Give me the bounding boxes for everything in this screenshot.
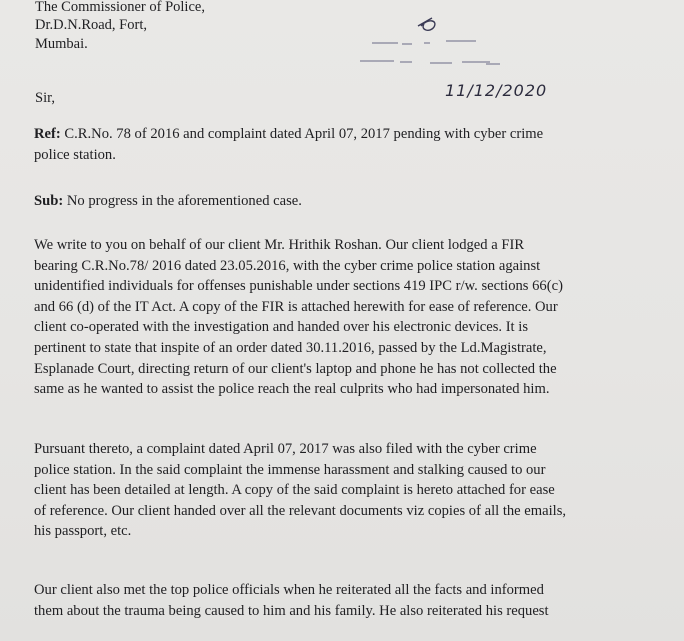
paragraph-line: client co-operated with the investigation and handed over his electronic devices. It is <box>34 319 528 336</box>
ref-label: Ref: <box>34 126 61 142</box>
paragraph-line: his passport, etc. <box>34 523 132 540</box>
ref-line-1: C.R.No. 78 of 2016 and complaint dated April 07, 2017 pending with cyber crime <box>64 126 544 142</box>
address-line-3: Mumbai. <box>35 36 88 52</box>
paragraph-1 <box>34 235 662 400</box>
salutation: Sir, <box>35 90 55 106</box>
paragraph-line: and 66 (d) of the IT Act. A copy of the FIR is attached herewith for ease of reference. Our <box>34 298 558 315</box>
sub-label: Sub: <box>34 193 64 209</box>
address-line-1: The Commissioner of Police, <box>35 0 205 15</box>
address-line-2: Dr.D.N.Road, Fort, <box>35 17 147 33</box>
paragraph-2 <box>34 439 662 542</box>
paragraph-line: same as he wanted to assist the police reach the real culprits who had impersonated him. <box>34 381 550 398</box>
paragraph-line: Pursuant thereto, a complaint dated April 07, 2017 was also filed with the cyber crime <box>34 441 537 457</box>
ref-line-2: police station. <box>34 146 116 163</box>
paragraph-line: bearing C.R.No.78/ 2016 dated 23.05.2016, with the cyber crime police station against <box>34 257 541 274</box>
paragraph-line: unidentified individuals for offenses punishable under sections 419 IPC r/w. sections 66(c) <box>34 278 563 295</box>
paragraph-3 <box>34 580 662 621</box>
paragraph-line: client has been detailed at length. A copy of the said complaint is hereto attached for ease <box>34 482 555 499</box>
received-stamp <box>320 12 550 102</box>
subject-block <box>34 191 662 212</box>
paragraph-line: We write to you on behalf of our client Mr. Hrithik Roshan. Our client lodged a FIR <box>34 237 525 253</box>
paragraph-line: Esplanade Court, directing return of our client's laptop and phone he has not collected the <box>34 360 557 377</box>
sub-text: No progress in the aforementioned case. <box>66 193 302 209</box>
paragraph-line: police station. In the said complaint the immense harassment and stalking caused to our <box>34 461 546 478</box>
reference-block <box>34 124 662 165</box>
paragraph-line: of reference. Our client handed over all the relevant documents viz copies of all the emails, <box>34 502 567 519</box>
stamp-date: 11/12/2020 <box>445 81 548 100</box>
paragraph-line: pertinent to state that inspite of an order dated 30.11.2016, passed by the Ld.Magistrate, <box>34 339 547 356</box>
paragraph-line: them about the trauma being caused to him and his family. He also reiterated his request <box>34 602 549 619</box>
paragraph-line: Our client also met the top police officials when he reiterated all the facts and informed <box>34 582 544 598</box>
